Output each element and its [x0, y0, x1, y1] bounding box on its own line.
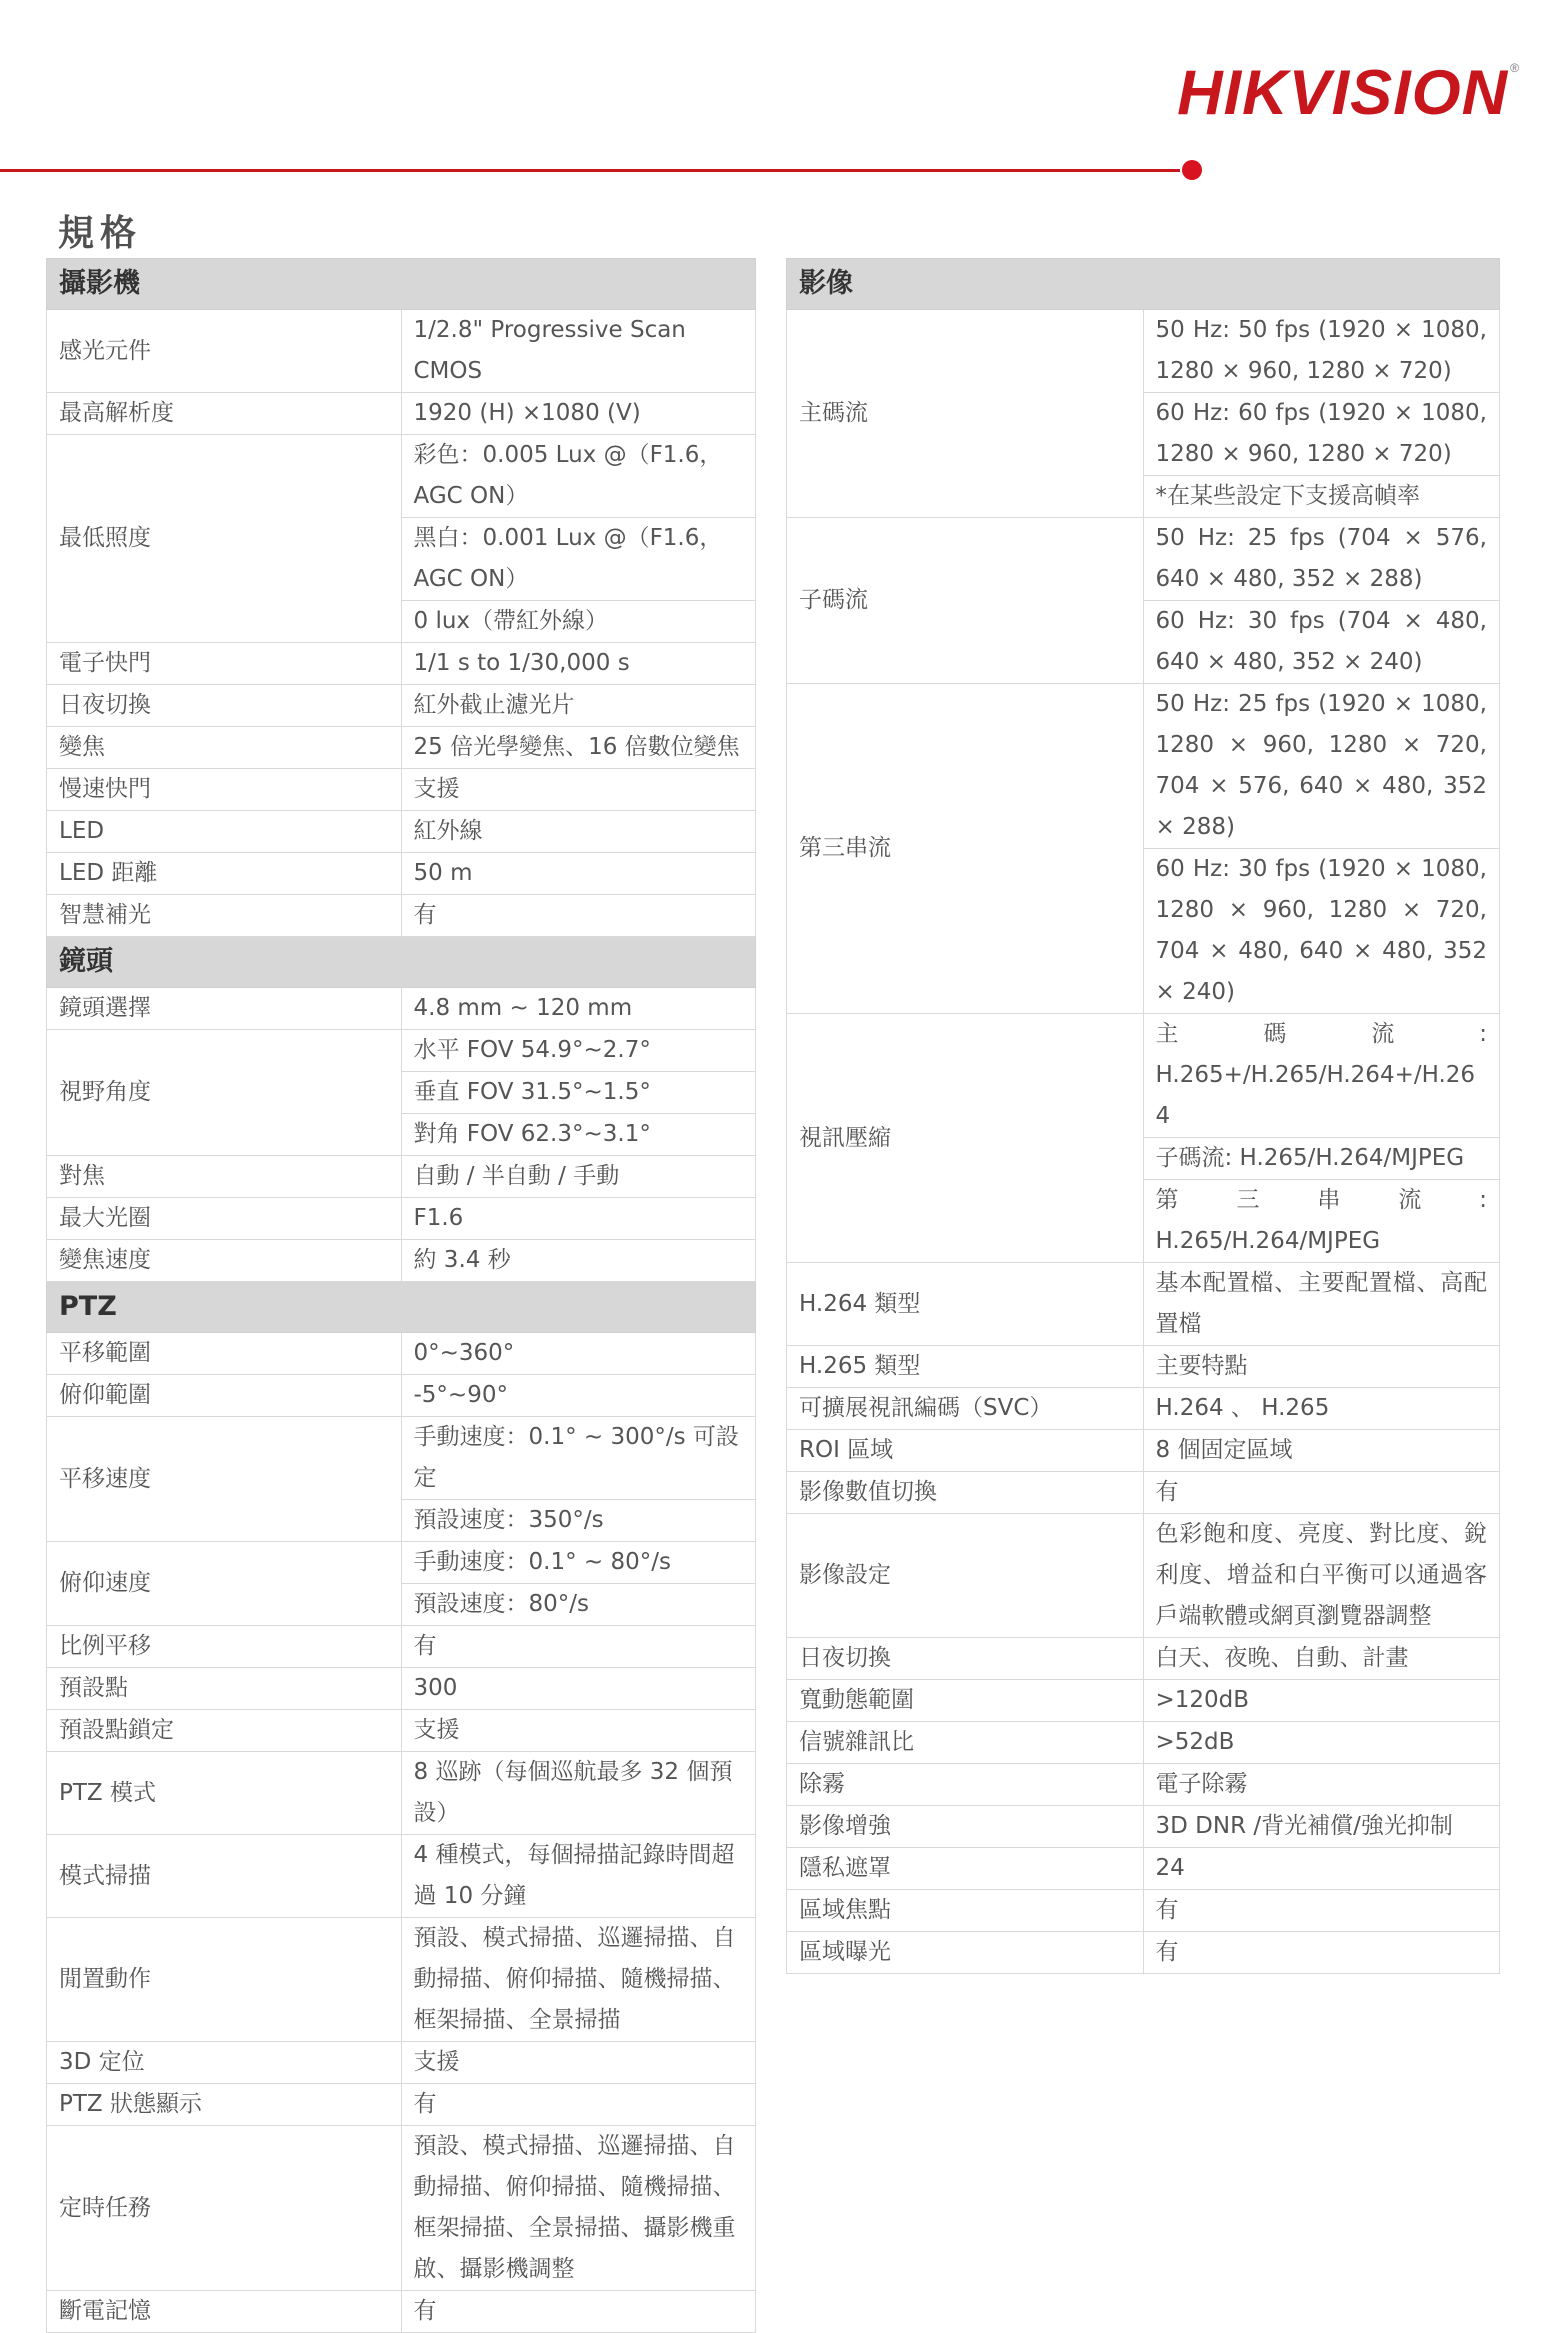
spec-label: 第三串流	[787, 684, 1144, 1014]
spec-row	[47, 435, 756, 643]
spec-value-line: F1.6	[413, 1205, 464, 1231]
spec-row	[787, 1848, 1500, 1890]
section-title: PTZ	[47, 1282, 756, 1333]
spec-value	[1143, 1263, 1500, 1346]
spec-value-line: 黑白：0.001 Lux @（F1.6，AGC ON）	[402, 517, 756, 600]
spec-row	[787, 1263, 1500, 1346]
spec-value	[1143, 684, 1500, 1014]
spec-value-line: 8 巡跡（每個巡航最多 32 個預設）	[413, 1759, 733, 1826]
spec-value	[401, 1710, 756, 1752]
spec-label: 智慧補光	[47, 895, 402, 937]
spec-value	[401, 769, 756, 811]
page-title: 規格	[58, 213, 143, 254]
spec-row	[787, 1932, 1500, 1974]
spec-value-line: 第三串流: H.265/H.264/MJPEG	[1144, 1179, 1500, 1262]
spec-value	[401, 811, 756, 853]
spec-row	[47, 811, 756, 853]
spec-row	[787, 1472, 1500, 1514]
spec-value-line: *在某些設定下支援高幀率	[1144, 475, 1500, 517]
spec-label: 3D 定位	[47, 2042, 402, 2084]
spec-label: 預設點鎖定	[47, 1710, 402, 1752]
spec-value	[401, 393, 756, 435]
spec-value	[1143, 1722, 1500, 1764]
spec-row	[47, 1626, 756, 1668]
spec-value-line: 紅外截止濾光片	[413, 692, 575, 718]
spec-value-line: 4.8 mm ~ 120 mm	[413, 995, 633, 1021]
spec-value	[401, 435, 756, 643]
spec-row	[47, 1752, 756, 1835]
spec-row	[47, 393, 756, 435]
spec-value-line: 有	[1155, 1479, 1179, 1505]
logo-text: HIKVISION	[1177, 58, 1509, 128]
spec-row	[47, 1333, 756, 1375]
spec-row	[787, 1430, 1500, 1472]
spec-value-line: 有	[413, 902, 437, 928]
spec-label: 電子快門	[47, 643, 402, 685]
spec-label: PTZ 模式	[47, 1752, 402, 1835]
right-spec-column	[786, 258, 1500, 1974]
spec-row	[787, 1764, 1500, 1806]
spec-value-line: H.264 、 H.265	[1155, 1395, 1330, 1421]
spec-row	[47, 310, 756, 393]
spec-label: 視野角度	[47, 1030, 402, 1156]
spec-label: ROI 區域	[787, 1430, 1144, 1472]
spec-row	[47, 988, 756, 1030]
section-header-row	[47, 259, 756, 310]
spec-label: 最大光圈	[47, 1198, 402, 1240]
spec-label: 平移速度	[47, 1417, 402, 1542]
spec-value	[401, 1918, 756, 2042]
spec-label: 定時任務	[47, 2126, 402, 2291]
spec-label: LED	[47, 811, 402, 853]
section-title: 攝影機	[47, 259, 756, 310]
spec-value-line: 有	[413, 2091, 437, 2117]
spec-value	[1143, 518, 1500, 684]
spec-row	[47, 1918, 756, 2042]
spec-label: 模式掃描	[47, 1835, 402, 1918]
spec-label: 影像增強	[787, 1806, 1144, 1848]
spec-row	[47, 2126, 756, 2291]
spec-row	[47, 1417, 756, 1542]
spec-value	[401, 1240, 756, 1282]
spec-value-line: 0°~360°	[413, 1340, 515, 1366]
spec-row	[787, 1680, 1500, 1722]
spec-row	[47, 2042, 756, 2084]
right-spec-table	[786, 258, 1500, 1974]
spec-value	[1143, 310, 1500, 518]
spec-value-line: 預設、模式掃描、巡邏掃描、自動掃描、俯仰掃描、隨機掃描、框架掃描、全景掃描、攝影機重啟、攝影機調整	[413, 2133, 736, 2282]
spec-row	[787, 1014, 1500, 1263]
spec-row	[47, 2084, 756, 2126]
spec-value-line: 24	[1155, 1855, 1185, 1881]
spec-value	[1143, 1764, 1500, 1806]
spec-value-line: 1/1 s to 1/30,000 s	[413, 650, 630, 676]
spec-value	[1143, 1848, 1500, 1890]
spec-label: PTZ 狀態顯示	[47, 2084, 402, 2126]
spec-value	[401, 988, 756, 1030]
spec-value	[401, 853, 756, 895]
spec-value-line: 基本配置檔、主要配置檔、高配置檔	[1155, 1270, 1487, 1337]
spec-value	[1143, 1346, 1500, 1388]
spec-label: 寬動態範圍	[787, 1680, 1144, 1722]
spec-label: 變焦速度	[47, 1240, 402, 1282]
spec-row	[47, 685, 756, 727]
spec-value-line: 有	[1155, 1939, 1179, 1965]
hikvision-logo	[1100, 58, 1520, 128]
spec-row	[47, 1198, 756, 1240]
spec-value-line: 0 lux（帶紅外線）	[402, 600, 756, 642]
spec-value	[401, 1835, 756, 1918]
spec-row	[787, 518, 1500, 684]
spec-label: 最低照度	[47, 435, 402, 643]
spec-row	[47, 1668, 756, 1710]
spec-value-line: 水平 FOV 54.9°~2.7°	[413, 1037, 651, 1063]
spec-label: 平移範圍	[47, 1333, 402, 1375]
spec-label: 比例平移	[47, 1626, 402, 1668]
spec-value-line: 4 種模式，每個掃描記錄時間超過 10 分鐘	[413, 1842, 735, 1909]
spec-value-line: 預設速度：80°/s	[402, 1583, 756, 1625]
spec-value	[401, 727, 756, 769]
spec-value	[1143, 1430, 1500, 1472]
spec-value-line: 有	[1155, 1897, 1179, 1923]
spec-label: 斷電記憶	[47, 2291, 402, 2333]
spec-value-line: 有	[413, 1633, 437, 1659]
spec-value	[401, 1375, 756, 1417]
spec-value-line: 自動 / 半自動 / 手動	[413, 1163, 620, 1189]
spec-value-line: 支援	[413, 1717, 460, 1743]
spec-value	[401, 1156, 756, 1198]
spec-value-line: 手動速度：0.1° ~ 80°/s	[413, 1549, 671, 1575]
spec-row	[47, 769, 756, 811]
registered-mark: ®	[1510, 61, 1520, 75]
section-title: 鏡頭	[47, 937, 756, 988]
spec-value-line: 支援	[413, 776, 460, 802]
spec-row	[787, 1890, 1500, 1932]
spec-label: 預設點	[47, 1668, 402, 1710]
spec-value-line: 25 倍光學變焦、16 倍數位變焦	[413, 734, 740, 760]
spec-value-line: >52dB	[1155, 1729, 1235, 1755]
spec-row	[47, 1156, 756, 1198]
spec-value-line: 白天、夜晚、自動、計畫	[1155, 1645, 1409, 1671]
spec-row	[47, 895, 756, 937]
section-header-row	[47, 1282, 756, 1333]
spec-value	[401, 1333, 756, 1375]
spec-value-line: 垂直 FOV 31.5°~1.5°	[402, 1071, 756, 1113]
spec-value	[1143, 1680, 1500, 1722]
spec-label: 日夜切換	[47, 685, 402, 727]
spec-value	[401, 643, 756, 685]
spec-value-line: 手動速度：0.1° ~ 300°/s 可設定	[413, 1424, 739, 1491]
spec-value	[401, 1198, 756, 1240]
spec-row	[47, 1710, 756, 1752]
spec-value	[401, 1626, 756, 1668]
spec-label: 除霧	[787, 1764, 1144, 1806]
spec-value	[401, 2126, 756, 2291]
spec-row	[787, 1388, 1500, 1430]
spec-value-line: 彩色：0.005 Lux @（F1.6，AGC ON）	[413, 442, 723, 509]
spec-label: 閒置動作	[47, 1918, 402, 2042]
spec-row	[787, 1346, 1500, 1388]
spec-row	[787, 1514, 1500, 1638]
spec-value	[401, 310, 756, 393]
spec-row	[47, 727, 756, 769]
spec-label: 俯仰速度	[47, 1542, 402, 1626]
spec-value-line: 紅外線	[413, 818, 483, 844]
spec-value-line: 50 Hz: 25 fps (704 × 576, 640 × 480, 352 × 288)	[1155, 525, 1487, 592]
spec-row	[47, 1030, 756, 1156]
spec-label: 鏡頭選擇	[47, 988, 402, 1030]
spec-value	[1143, 1638, 1500, 1680]
spec-label: 影像設定	[787, 1514, 1144, 1638]
spec-row	[787, 684, 1500, 1014]
spec-value-line: 50 Hz: 25 fps (1920 × 1080, 1280 × 960, 1280 × 720, 704 × 576, 640 × 480, 352 × 288)	[1155, 691, 1487, 840]
spec-label: H.265 類型	[787, 1346, 1144, 1388]
spec-row	[787, 1806, 1500, 1848]
spec-value-line: 主碼流: H.265+/H.265/H.264+/H.264	[1155, 1021, 1487, 1129]
spec-value	[401, 1668, 756, 1710]
section-header-row	[47, 937, 756, 988]
spec-value-line: 50 m	[413, 860, 473, 886]
spec-label: 最高解析度	[47, 393, 402, 435]
spec-row	[47, 1240, 756, 1282]
spec-label: 影像數值切換	[787, 1472, 1144, 1514]
spec-label: 俯仰範圍	[47, 1375, 402, 1417]
spec-value	[1143, 1014, 1500, 1263]
header-red-rule	[0, 169, 1180, 172]
spec-row	[47, 643, 756, 685]
left-spec-column	[46, 258, 756, 2333]
header-red-dot	[1182, 160, 1202, 180]
spec-label: 區域曝光	[787, 1932, 1144, 1974]
spec-row	[787, 1638, 1500, 1680]
section-title: 影像	[787, 259, 1500, 310]
spec-value-line: 60 Hz: 60 fps (1920 × 1080, 1280 × 960, 1280 × 720)	[1144, 392, 1500, 475]
spec-label: 對焦	[47, 1156, 402, 1198]
spec-value	[401, 895, 756, 937]
spec-value-line: 支援	[413, 2049, 460, 2075]
spec-value-line: -5°~90°	[413, 1382, 508, 1408]
spec-label: LED 距離	[47, 853, 402, 895]
spec-label: 信號雜訊比	[787, 1722, 1144, 1764]
spec-value	[401, 1752, 756, 1835]
spec-label: H.264 類型	[787, 1263, 1144, 1346]
spec-value	[1143, 1890, 1500, 1932]
spec-label: 子碼流	[787, 518, 1144, 684]
spec-label: 隱私遮罩	[787, 1848, 1144, 1890]
spec-value-line: 色彩飽和度、亮度、對比度、銳利度、增益和白平衡可以通過客戶端軟體或網頁瀏覽器調整	[1155, 1521, 1487, 1629]
spec-value-line: 主要特點	[1155, 1353, 1248, 1379]
spec-value	[401, 2042, 756, 2084]
spec-row	[47, 1835, 756, 1918]
spec-value	[1143, 1472, 1500, 1514]
spec-label: 感光元件	[47, 310, 402, 393]
spec-value-line: 50 Hz: 50 fps (1920 × 1080, 1280 × 960, 1280 × 720)	[1155, 317, 1487, 384]
spec-row	[787, 310, 1500, 518]
spec-value-line: 1/2.8" Progressive Scan CMOS	[413, 317, 686, 384]
spec-value-line: 預設、模式掃描、巡邏掃描、自動掃描、俯仰掃描、隨機掃描、框架掃描、全景掃描	[413, 1925, 736, 2033]
spec-value-line: 對角 FOV 62.3°~3.1°	[402, 1113, 756, 1155]
spec-value	[401, 1030, 756, 1156]
spec-value-line: 60 Hz: 30 fps (704 × 480, 640 × 480, 352 × 240)	[1144, 600, 1500, 683]
spec-value	[401, 685, 756, 727]
spec-label: 區域焦點	[787, 1890, 1144, 1932]
spec-value-line: 電子除霧	[1155, 1771, 1248, 1797]
spec-value-line: 約 3.4 秒	[413, 1247, 511, 1273]
spec-value	[401, 1542, 756, 1626]
spec-value-line: 子碼流: H.265/H.264/MJPEG	[1144, 1137, 1500, 1179]
spec-value-line: 60 Hz: 30 fps (1920 × 1080, 1280 × 960, 1280 × 720, 704 × 480, 640 × 480, 352 × 240)	[1144, 848, 1500, 1013]
spec-value-line: 8 個固定區域	[1155, 1437, 1293, 1463]
spec-row	[47, 853, 756, 895]
spec-value	[401, 1417, 756, 1542]
spec-value-line: >120dB	[1155, 1687, 1250, 1713]
spec-label: 可擴展視訊編碼（SVC）	[787, 1388, 1144, 1430]
spec-value	[401, 2291, 756, 2333]
spec-value-line: 預設速度：350°/s	[402, 1499, 756, 1541]
spec-value-line: 3D DNR /背光補償/強光抑制	[1155, 1813, 1453, 1839]
spec-label: 主碼流	[787, 310, 1144, 518]
spec-value	[401, 2084, 756, 2126]
left-spec-table	[46, 258, 756, 2333]
spec-row	[47, 1542, 756, 1626]
spec-label: 變焦	[47, 727, 402, 769]
spec-value-line: 有	[413, 2298, 437, 2324]
spec-label: 慢速快門	[47, 769, 402, 811]
spec-row	[47, 1375, 756, 1417]
spec-value	[1143, 1806, 1500, 1848]
spec-label: 日夜切換	[787, 1638, 1144, 1680]
spec-row	[47, 2291, 756, 2333]
spec-value	[1143, 1932, 1500, 1974]
spec-value-line: 1920 (H) ×1080 (V)	[413, 400, 641, 426]
section-header-row	[787, 259, 1500, 310]
spec-label: 視訊壓縮	[787, 1014, 1144, 1263]
spec-row	[787, 1722, 1500, 1764]
spec-value-line: 300	[413, 1675, 458, 1701]
spec-value	[1143, 1514, 1500, 1638]
spec-value	[1143, 1388, 1500, 1430]
